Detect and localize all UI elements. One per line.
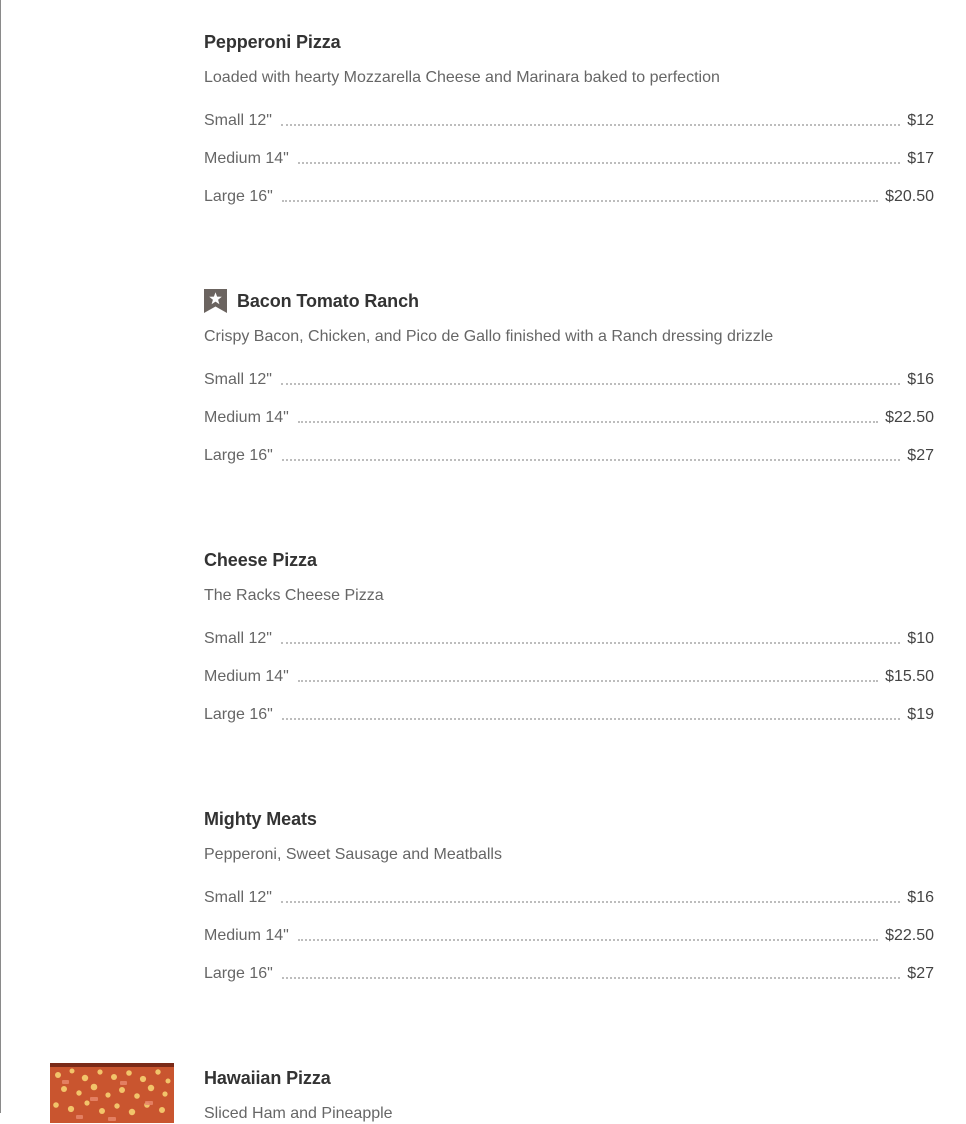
- item-title: Bacon Tomato Ranch: [237, 290, 419, 311]
- dot-leader: [282, 459, 900, 461]
- price-list: [204, 628, 934, 724]
- item-title: Hawaiian Pizza: [204, 1067, 331, 1088]
- dot-leader: [281, 124, 900, 126]
- menu-item-mighty-meats: [204, 807, 934, 1001]
- item-description: Sliced Ham and Pineapple: [204, 1105, 393, 1122]
- dot-leader: [281, 642, 900, 644]
- price-list: [204, 369, 934, 465]
- dot-leader: [298, 680, 878, 682]
- price-size: Small 12": [204, 630, 272, 647]
- price-value: $16: [907, 889, 934, 906]
- price-value: $27: [907, 965, 934, 982]
- item-title: Pepperoni Pizza: [204, 31, 341, 52]
- price-row-large: [204, 963, 934, 983]
- dot-leader: [281, 901, 900, 903]
- item-title-row: [204, 30, 934, 54]
- price-row-large: [204, 445, 934, 465]
- price-row-small: [204, 369, 934, 389]
- price-list: [204, 110, 934, 206]
- menu-item-hawaiian-pizza: [204, 1066, 934, 1124]
- item-description: Pepperoni, Sweet Sausage and Meatballs: [204, 846, 502, 863]
- price-value: $15.50: [885, 668, 934, 685]
- price-size: Small 12": [204, 889, 272, 906]
- featured-star-badge-icon: [204, 289, 227, 313]
- price-row-medium: [204, 148, 934, 168]
- dot-leader: [282, 718, 900, 720]
- item-title-row: [204, 289, 934, 313]
- price-size: Small 12": [204, 371, 272, 388]
- menu-item-pepperoni-pizza: [204, 30, 934, 224]
- price-value: $19: [907, 706, 934, 723]
- price-size: Medium 14": [204, 927, 289, 944]
- price-value: $17: [907, 150, 934, 167]
- price-row-small: [204, 887, 934, 907]
- price-value: $22.50: [885, 927, 934, 944]
- price-row-medium: [204, 925, 934, 945]
- dot-leader: [282, 977, 900, 979]
- price-row-large: [204, 186, 934, 206]
- pizza-photo-thumbnail[interactable]: [50, 1063, 174, 1123]
- menu-item-cheese-pizza: [204, 548, 934, 742]
- price-row-medium: [204, 666, 934, 686]
- price-size: Medium 14": [204, 150, 289, 167]
- price-size: Large 16": [204, 188, 273, 205]
- price-row-medium: [204, 407, 934, 427]
- menu-item-bacon-tomato-ranch: [204, 289, 934, 483]
- price-size: Large 16": [204, 706, 273, 723]
- dot-leader: [298, 162, 900, 164]
- price-value: $12: [907, 112, 934, 129]
- dot-leader: [298, 939, 878, 941]
- item-title-row: [204, 807, 934, 831]
- price-value: $10: [907, 630, 934, 647]
- item-description: Loaded with hearty Mozzarella Cheese and Marinara baked to perfection: [204, 69, 720, 86]
- dot-leader: [281, 383, 900, 385]
- item-description: Crispy Bacon, Chicken, and Pico de Gallo finished with a Ranch dressing drizzle: [204, 328, 774, 345]
- price-row-large: [204, 704, 934, 724]
- dot-leader: [298, 421, 878, 423]
- dot-leader: [282, 200, 878, 202]
- price-row-small: [204, 628, 934, 648]
- item-title: Cheese Pizza: [204, 549, 317, 570]
- item-title-row: [204, 1066, 934, 1090]
- item-title: Mighty Meats: [204, 808, 317, 829]
- price-value: $27: [907, 447, 934, 464]
- price-size: Medium 14": [204, 668, 289, 685]
- price-list: [204, 887, 934, 983]
- price-value: $16: [907, 371, 934, 388]
- price-size: Small 12": [204, 112, 272, 129]
- price-row-small: [204, 110, 934, 130]
- price-size: Medium 14": [204, 409, 289, 426]
- price-value: $20.50: [885, 188, 934, 205]
- item-description: The Racks Cheese Pizza: [204, 587, 384, 604]
- price-value: $22.50: [885, 409, 934, 426]
- item-title-row: [204, 548, 934, 572]
- price-size: Large 16": [204, 447, 273, 464]
- price-size: Large 16": [204, 965, 273, 982]
